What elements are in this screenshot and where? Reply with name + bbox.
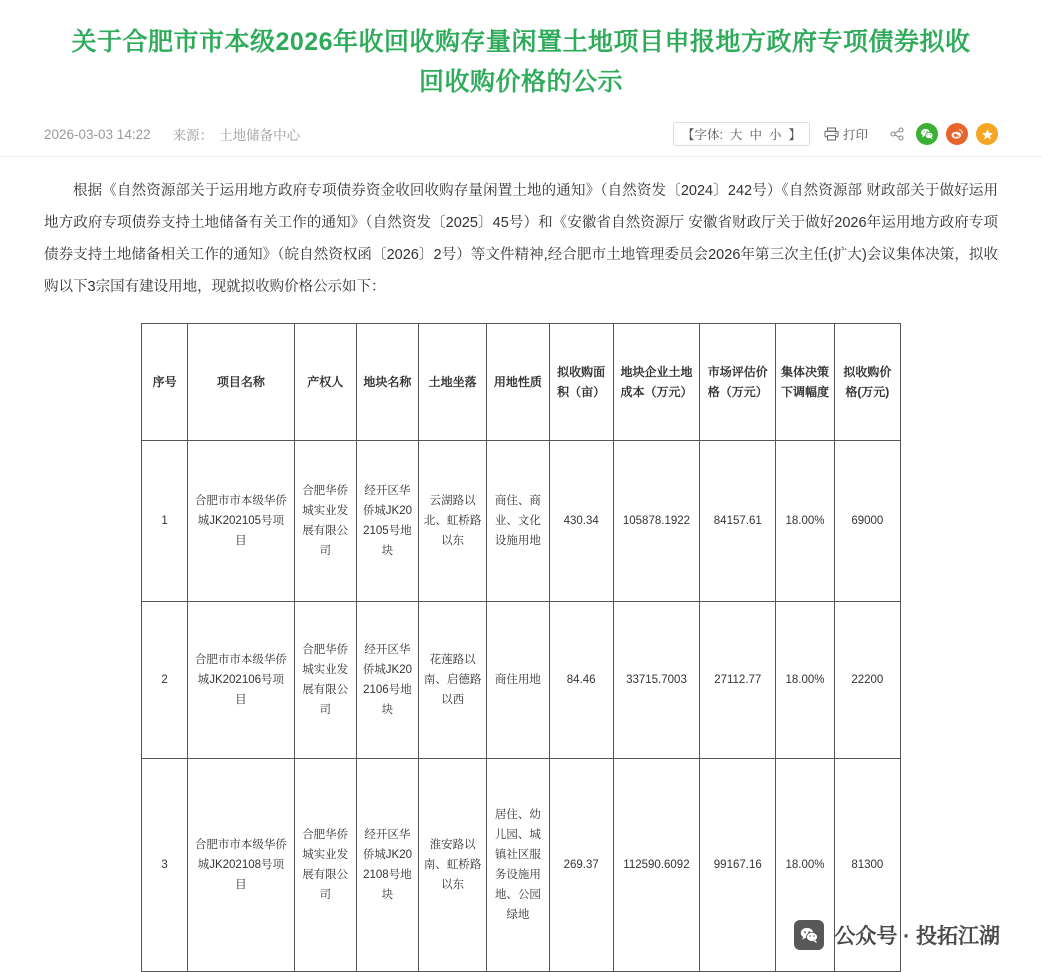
cell-price: 81300 [834,759,900,972]
cell-appraisal: 27112.77 [700,602,776,759]
star-icon[interactable] [976,123,998,145]
cell-usage: 商住用地 [487,602,549,759]
column-header-discount: 集体决策下调幅度 [776,324,834,441]
land-acquisition-table [141,323,901,972]
meta-left [44,124,300,144]
column-header-seq: 序号 [142,324,188,441]
table-row [142,602,901,759]
column-header-parcel: 地块名称 [356,324,418,441]
column-header-price: 拟收购价格(万元) [834,324,900,441]
table-row [142,759,901,972]
font-size-label: 【字体: [681,128,723,142]
cell-owner: 合肥华侨城实业发展有限公司 [294,441,356,602]
source-value: 土地储备中心 [219,128,301,143]
font-size-close-bracket: 】 [788,128,801,142]
table-row [142,441,901,602]
cell-seq: 2 [142,602,188,759]
share-icons [886,123,998,145]
column-header-cost: 地块企业土地成本（万元） [613,324,699,441]
cell-discount: 18.00% [776,602,834,759]
article-body [0,157,1042,303]
watermark [794,920,1000,950]
cell-project: 合肥市市本级华侨城JK202105号项目 [188,441,294,602]
cell-parcel: 经开区华侨城JK202106号地块 [356,602,418,759]
font-size-large[interactable]: 大 [729,128,743,142]
source-info [173,124,301,144]
cell-discount: 18.00% [776,441,834,602]
publish-datetime: 2026-03-03 14:22 [44,126,151,142]
cell-owner: 合肥华侨城实业发展有限公司 [294,602,356,759]
column-header-owner: 产权人 [294,324,356,441]
cell-parcel: 经开区华侨城JK202105号地块 [356,441,418,602]
cell-location: 淮安路以南、虹桥路以东 [419,759,487,972]
cell-owner: 合肥华侨城实业发展有限公司 [294,759,356,972]
font-size-small[interactable]: 小 [768,128,782,142]
cell-project: 合肥市市本级华侨城JK202106号项目 [188,602,294,759]
title-block [0,0,1042,116]
column-header-usage: 用地性质 [487,324,549,441]
table-container [0,309,1042,972]
weibo-icon[interactable] [946,123,968,145]
column-header-appraisal: 市场评估价格（万元） [700,324,776,441]
cell-discount: 18.00% [776,759,834,972]
cell-price: 22200 [834,602,900,759]
cell-price: 69000 [834,441,900,602]
print-label: 打印 [842,128,868,142]
cell-location: 云湖路以北、虹桥路以东 [419,441,487,602]
page-title: 关于合肥市市本级2026年收回收购存量闲置土地项目申报地方政府专项债券拟收回收购价格的公示 [71,28,971,96]
printer-icon [824,127,839,141]
cell-area: 269.37 [549,759,613,972]
cell-seq: 1 [142,441,188,602]
share-icon[interactable] [886,123,908,145]
watermark-logo-icon [794,920,824,950]
article-paragraph: 根据《自然资源部关于运用地方政府专项债券资金收回收购存量闲置土地的通知》（自然资发〔2024〕242号）《自然资源部 财政部关于做好运用地方政府专项债券支持土地储备有关工作的通知》（自然资发〔2025〕45号）和《安徽省自然资源厅 安徽省财政厅关于做好2026年运用地方政府专项债券支持土地储备相关工作的通知》（皖自然资权函〔2026〕2号）等文件精神,经合肥市土地管理委员会2026年第三次主任(扩大)会议集体决策，拟收购以下3宗国有建设用地，现就拟收购价格公示如下： [44,183,998,295]
table-header-row [142,324,901,441]
cell-cost: 33715.7003 [613,602,699,759]
cell-location: 花莲路以南、启德路以西 [419,602,487,759]
cell-usage: 居住、幼儿园、城镇社区服务设施用地、公园绿地 [487,759,549,972]
cell-appraisal: 99167.16 [700,759,776,972]
cell-parcel: 经开区华侨城JK202108号地块 [356,759,418,972]
font-size-control [673,122,810,146]
cell-area: 430.34 [549,441,613,602]
cell-area: 84.46 [549,602,613,759]
cell-cost: 105878.1922 [613,441,699,602]
font-size-medium[interactable]: 中 [749,128,762,142]
watermark-text: 公众号 · 投拓江湖 [834,925,1000,948]
cell-appraisal: 84157.61 [700,441,776,602]
wechat-icon[interactable] [916,123,938,145]
column-header-project: 项目名称 [188,324,294,441]
column-header-location: 土地坐落 [419,324,487,441]
cell-project: 合肥市市本级华侨城JK202108号项目 [188,759,294,972]
cell-seq: 3 [142,759,188,972]
cell-usage: 商住、商业、文化设施用地 [487,441,549,602]
column-header-area: 拟收购面积（亩） [549,324,613,441]
cell-cost: 112590.6092 [613,759,699,972]
meta-right [673,122,998,146]
meta-bar [0,116,1042,157]
source-label: 来源： [172,128,214,143]
print-button[interactable] [824,125,868,143]
